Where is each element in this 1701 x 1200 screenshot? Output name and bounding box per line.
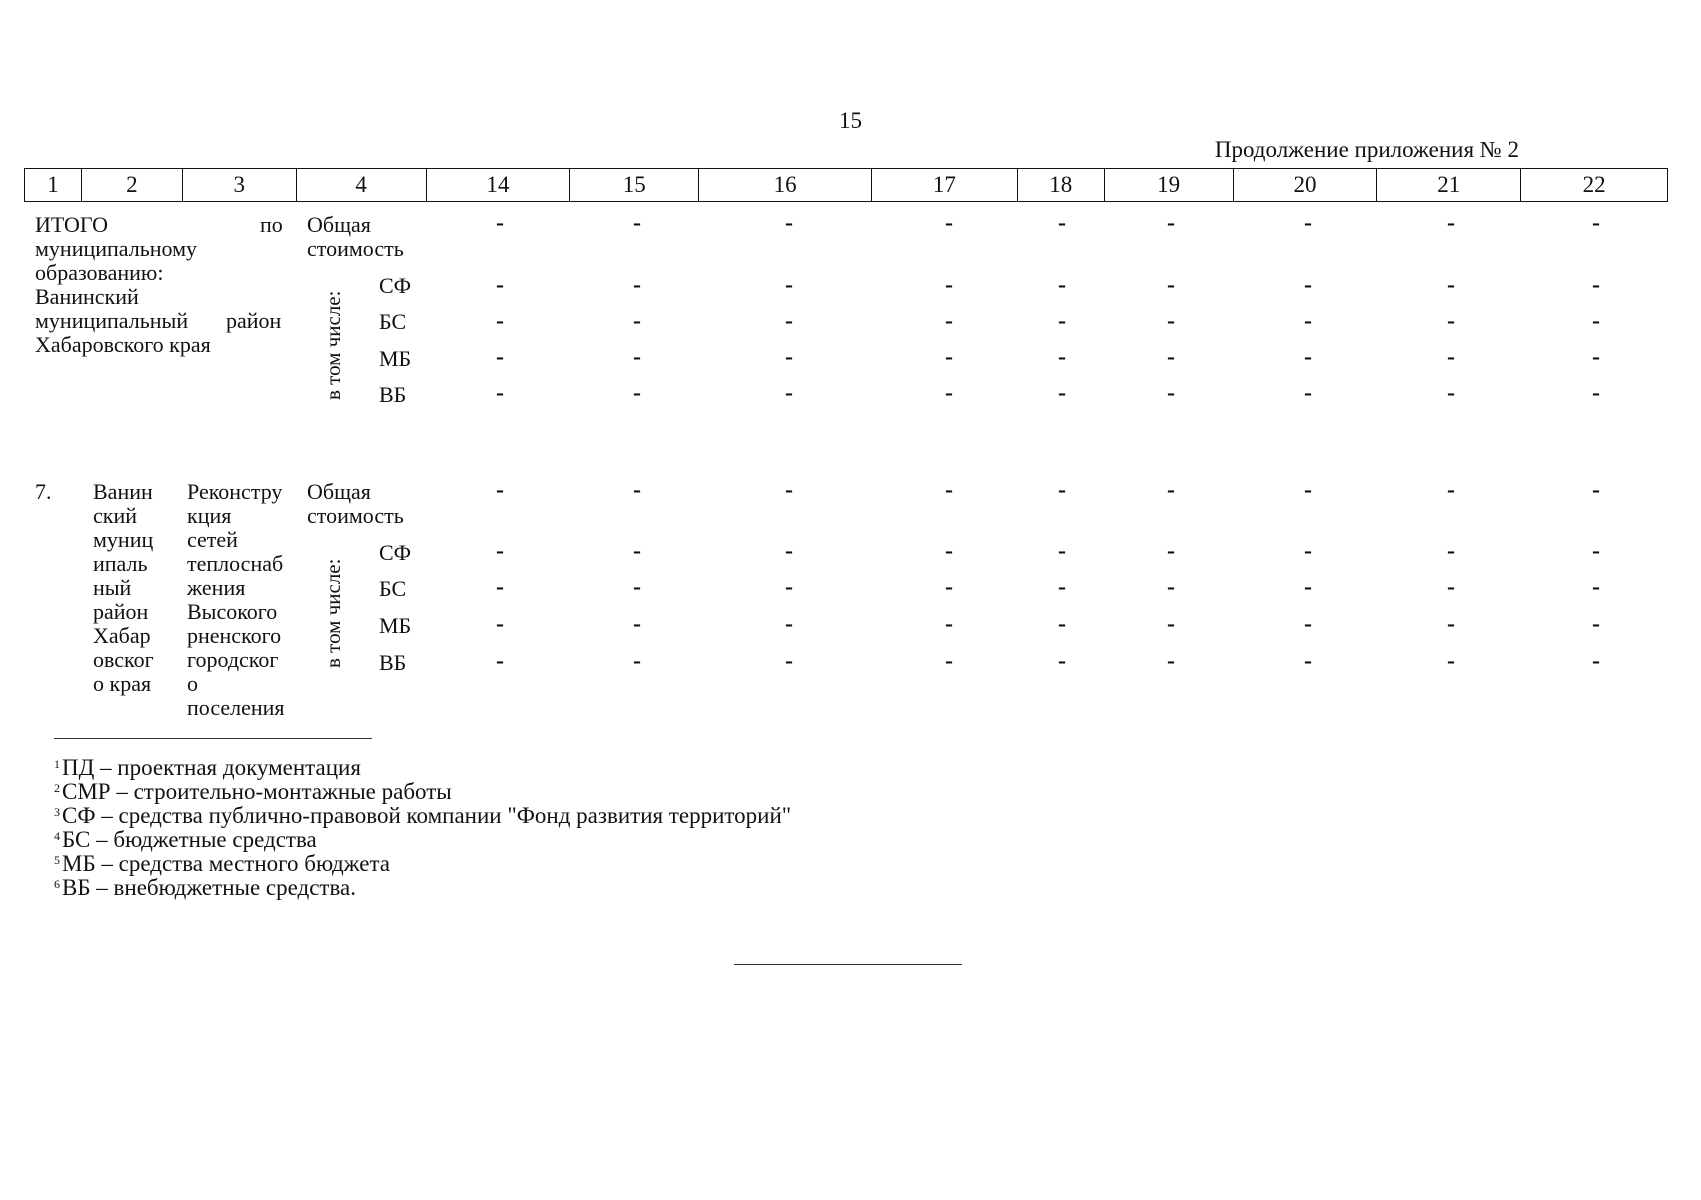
end-rule: [734, 964, 962, 965]
column-header: 20: [1234, 169, 1378, 201]
column-header: 22: [1582, 172, 1606, 197]
column-header: 3: [183, 169, 297, 201]
object-name-line: рненского: [187, 623, 282, 648]
value-dash: -: [496, 380, 504, 406]
value-dash: -: [785, 210, 793, 236]
value-dash: -: [633, 538, 641, 564]
subtotal-label-line: образованию:: [35, 260, 164, 285]
value-dash: -: [1592, 648, 1600, 674]
footnote: [54, 876, 356, 900]
value-dash: -: [1447, 308, 1455, 334]
object-name-line: поселения: [187, 695, 285, 720]
value-dash: -: [1167, 538, 1175, 564]
row-total-label: стоимость: [307, 503, 404, 528]
value-dash: -: [785, 380, 793, 406]
value-dash: -: [496, 308, 504, 334]
subtotal-label-po: по: [260, 212, 283, 237]
value-dash: -: [945, 308, 953, 334]
value-dash: -: [1058, 648, 1066, 674]
value-dash: -: [1058, 210, 1066, 236]
value-dash: -: [1304, 611, 1312, 637]
value-dash: -: [1304, 538, 1312, 564]
value-dash: -: [945, 574, 953, 600]
value-dash: -: [785, 538, 793, 564]
value-dash: -: [1447, 611, 1455, 637]
subtotal-label-itogo: ИТОГО: [35, 212, 108, 237]
value-dash: -: [1058, 272, 1066, 298]
value-dash: -: [1304, 380, 1312, 406]
footnote-mark: 4: [54, 829, 60, 843]
footnote: [54, 780, 452, 804]
value-dash: -: [633, 611, 641, 637]
value-dash: -: [945, 272, 953, 298]
object-name-line: теплоснаб: [187, 551, 284, 576]
value-dash: -: [1592, 611, 1600, 637]
object-name-line: городског: [187, 647, 279, 672]
value-dash: -: [1304, 272, 1312, 298]
value-dash: -: [1304, 477, 1312, 503]
value-dash: -: [1304, 648, 1312, 674]
value-dash: -: [633, 477, 641, 503]
value-dash: -: [633, 574, 641, 600]
footnote-mark: 1: [54, 757, 60, 771]
value-dash: -: [496, 611, 504, 637]
column-header: 2: [82, 169, 183, 201]
value-dash: -: [1058, 308, 1066, 334]
value-dash: -: [496, 344, 504, 370]
footnote-text: ВБ – внебюджетные средства.: [62, 875, 357, 900]
footnote: [54, 828, 317, 852]
subtotal-source-bs: БС: [379, 309, 407, 334]
footnote: [54, 756, 361, 780]
value-dash: -: [1167, 648, 1175, 674]
value-dash: -: [633, 648, 641, 674]
object-name-line: жения: [187, 575, 246, 600]
subtotal-source-mb: МБ: [379, 346, 412, 371]
row-source-mb: МБ: [379, 613, 412, 638]
footnote-mark: 3: [54, 805, 60, 819]
value-dash: -: [496, 648, 504, 674]
municipality-line: ский: [93, 503, 137, 528]
footnote-mark: 5: [54, 853, 60, 867]
value-dash: -: [1167, 210, 1175, 236]
footnote-text: СФ – средства публично-правовой компании "Фонд развития территорий": [62, 803, 792, 828]
value-dash: -: [1058, 574, 1066, 600]
value-dash: -: [945, 538, 953, 564]
table-header-row: [24, 168, 1668, 202]
row-source-vb: ВБ: [379, 650, 407, 675]
object-name-line: сетей: [187, 527, 238, 552]
column-header: 16: [699, 169, 872, 201]
column-header: 19: [1105, 169, 1234, 201]
value-dash: -: [1447, 477, 1455, 503]
footnote-text: СМР – строительно-монтажные работы: [62, 779, 452, 804]
value-dash: -: [1447, 210, 1455, 236]
object-name-line: кция: [187, 503, 232, 528]
footnote-mark: 6: [54, 877, 60, 891]
footnote-mark: 2: [54, 781, 60, 795]
value-dash: -: [945, 477, 953, 503]
value-dash: -: [1447, 272, 1455, 298]
column-header: 4: [297, 169, 427, 201]
value-dash: -: [1058, 477, 1066, 503]
value-dash: -: [1304, 210, 1312, 236]
value-dash: -: [785, 344, 793, 370]
value-dash: -: [945, 210, 953, 236]
footnote-text: ПД – проектная документация: [62, 755, 361, 780]
row-total-label: Общая: [307, 479, 371, 504]
value-dash: -: [633, 210, 641, 236]
value-dash: -: [1592, 538, 1600, 564]
value-dash: -: [1058, 611, 1066, 637]
value-dash: -: [785, 574, 793, 600]
municipality-line: ипаль: [93, 551, 148, 576]
value-dash: -: [496, 477, 504, 503]
footnote-text: МБ – средства местного бюджета: [62, 851, 391, 876]
subtotal-total-label: Общая: [307, 212, 371, 237]
value-dash: -: [945, 380, 953, 406]
continuation-caption: Продолжение приложения № 2: [1214, 137, 1519, 162]
value-dash: -: [1058, 380, 1066, 406]
value-dash: -: [633, 272, 641, 298]
column-header: 21: [1377, 169, 1521, 201]
column-header: 14: [427, 169, 571, 201]
subtotal-source-sf: СФ: [379, 273, 412, 298]
value-dash: -: [1592, 380, 1600, 406]
subtotal-label-line: Хабаровского края: [35, 332, 211, 357]
municipality-line: овског: [93, 647, 154, 672]
value-dash: -: [1447, 648, 1455, 674]
value-dash: -: [1447, 538, 1455, 564]
value-dash: -: [496, 574, 504, 600]
value-dash: -: [785, 648, 793, 674]
value-dash: -: [496, 538, 504, 564]
row-number: 7.: [35, 479, 52, 504]
value-dash: -: [1167, 308, 1175, 334]
value-dash: -: [1167, 574, 1175, 600]
column-header: 1: [25, 169, 82, 201]
value-dash: -: [1592, 574, 1600, 600]
column-header: 18: [1018, 169, 1105, 201]
value-dash: -: [785, 477, 793, 503]
municipality-line: район: [93, 599, 149, 624]
value-dash: -: [633, 380, 641, 406]
value-dash: -: [1447, 574, 1455, 600]
row-including-label: в том числе:: [321, 558, 345, 668]
row-source-sf: СФ: [379, 540, 412, 565]
value-dash: -: [633, 344, 641, 370]
column-header: 15: [570, 169, 699, 201]
value-dash: -: [1167, 477, 1175, 503]
value-dash: -: [1167, 344, 1175, 370]
footnote-text: БС – бюджетные средства: [62, 827, 317, 852]
object-name-line: Реконстру: [187, 479, 283, 504]
subtotal-label-line: муниципальный: [35, 308, 189, 333]
value-dash: -: [785, 308, 793, 334]
municipality-line: ный: [93, 575, 132, 600]
value-dash: -: [1592, 308, 1600, 334]
value-dash: -: [1058, 538, 1066, 564]
municipality-line: Ванин: [93, 479, 153, 504]
value-dash: -: [1592, 344, 1600, 370]
value-dash: -: [1447, 344, 1455, 370]
value-dash: -: [785, 272, 793, 298]
value-dash: -: [785, 611, 793, 637]
value-dash: -: [1592, 210, 1600, 236]
footnote: [54, 804, 791, 828]
footnote: [54, 852, 390, 876]
value-dash: -: [1304, 574, 1312, 600]
value-dash: -: [945, 611, 953, 637]
municipality-line: муниц: [93, 527, 154, 552]
footnote-separator: [54, 738, 372, 739]
object-name-line: о: [187, 671, 198, 696]
value-dash: -: [945, 344, 953, 370]
object-name-line: Высокого: [187, 599, 278, 624]
value-dash: -: [496, 210, 504, 236]
value-dash: -: [1167, 380, 1175, 406]
value-dash: -: [1167, 272, 1175, 298]
column-header: 17: [872, 169, 1018, 201]
page-number: 15: [839, 108, 862, 133]
subtotal-source-vb: ВБ: [379, 382, 407, 407]
subtotal-label-line: район: [226, 308, 282, 333]
value-dash: -: [1167, 611, 1175, 637]
value-dash: -: [1592, 272, 1600, 298]
row-source-bs: БС: [379, 576, 407, 601]
value-dash: -: [1304, 344, 1312, 370]
municipality-line: о края: [93, 671, 152, 696]
subtotal-total-label: стоимость: [307, 236, 404, 261]
value-dash: -: [633, 308, 641, 334]
subtotal-label-line: муниципальному: [35, 236, 198, 261]
value-dash: -: [1592, 477, 1600, 503]
subtotal-including-label: в том числе:: [321, 290, 345, 400]
value-dash: -: [1058, 344, 1066, 370]
subtotal-label-line: Ванинский: [35, 284, 139, 309]
value-dash: -: [945, 648, 953, 674]
value-dash: -: [1447, 380, 1455, 406]
value-dash: -: [496, 272, 504, 298]
value-dash: -: [1304, 308, 1312, 334]
municipality-line: Хабар: [93, 623, 151, 648]
